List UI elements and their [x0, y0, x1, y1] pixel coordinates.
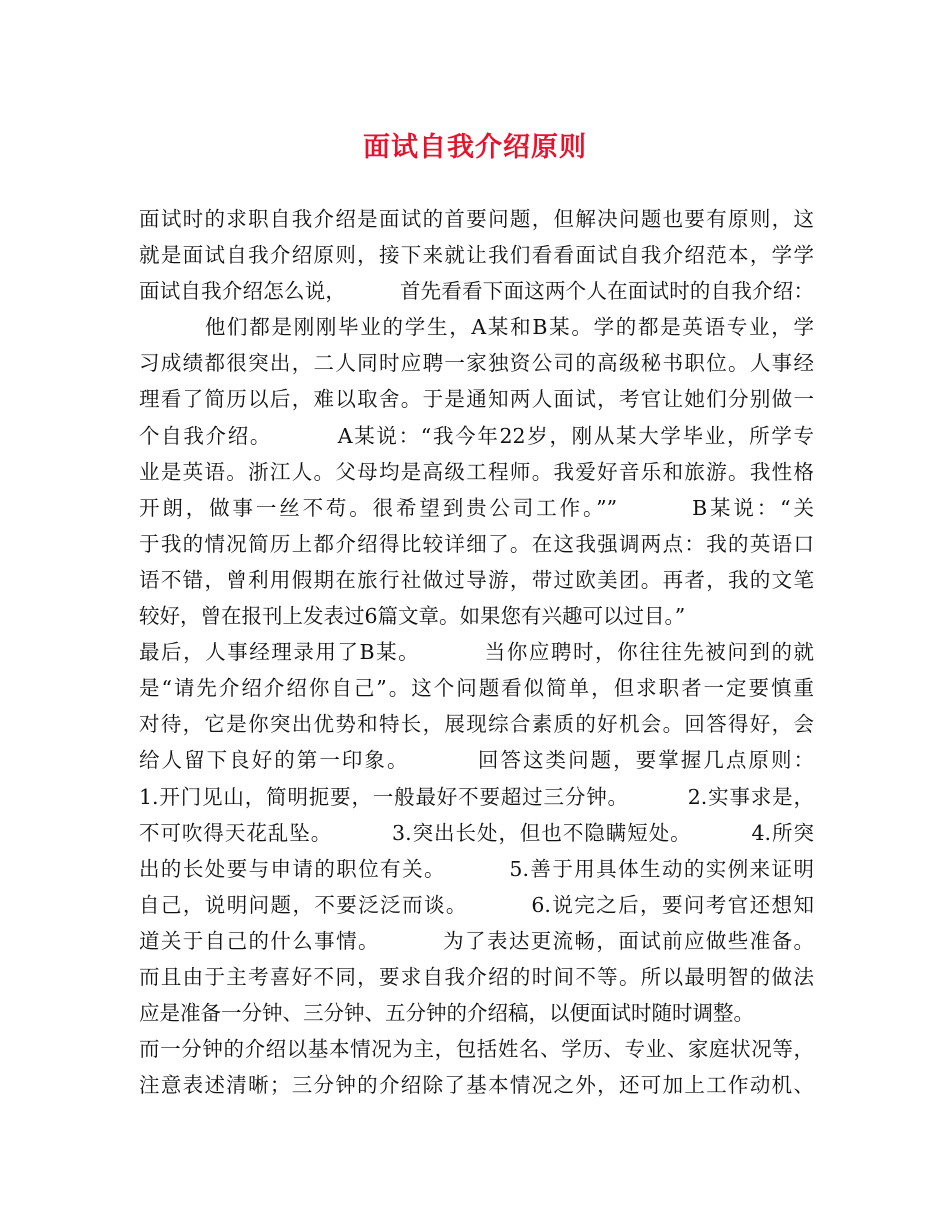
- text-line: 对待，它是你突出优势和特长，展现综合素质的好机会。回答得好，会: [139, 712, 814, 737]
- text-line: 较好，曾在报刊上发表过6篇文章。如果您有兴趣可以过目。”: [139, 604, 686, 629]
- text-line: 注意表述清晰；三分钟的介绍除了基本情况之外，还可加上工作动机、: [139, 1073, 814, 1098]
- text-line: 于我的情况简历上都介绍得比较详细了。在这我强调两点：我的英语口: [139, 531, 814, 556]
- text-line: 道关于自己的什么事情。 为了表达更流畅，面试前应做些准备。: [139, 928, 814, 953]
- text-line: 应是准备一分钟、三分钟、五分钟的介绍稿，以便面试时随时调整。: [139, 1001, 754, 1026]
- text-line: 个自我介绍。 A某说：“我今年22岁，刚从某大学毕业，所学专: [139, 423, 814, 448]
- text-line: 面试自我介绍怎么说， 首先看看下面这两个人在面试时的自我介绍：: [139, 279, 814, 304]
- text-line: 不可吹得天花乱坠。 3.突出长处，但也不隐瞒短处。 4.所突: [139, 820, 814, 845]
- text-line: 习成绩都很突出，二人同时应聘一家独资公司的高级秘书职位。人事经: [139, 351, 814, 376]
- text-line: 出的长处要与申请的职位有关。 5.善于用具体生动的实例来证明: [139, 856, 814, 881]
- text-line: 开朗，做事一丝不苟。很希望到贵公司工作。”” B某说：“关: [139, 495, 814, 520]
- text-line: 就是面试自我介绍原则，接下来就让我们看看面试自我介绍范本，学学: [139, 243, 814, 268]
- text-line: 他们都是刚刚毕业的学生，A某和B某。学的都是英语专业，学: [139, 315, 814, 340]
- text-line: 语不错，曾利用假期在旅行社做过导游，带过欧美团。再者，我的文笔: [139, 567, 814, 592]
- text-line: 最后，人事经理录用了B某。 当你应聘时，你往往先被问到的就: [139, 640, 814, 665]
- text-line: 给人留下良好的第一印象。 回答这类问题，要掌握几点原则：: [139, 748, 814, 773]
- document-title: 面试自我介绍原则: [363, 132, 587, 163]
- document-body: [139, 201, 814, 1103]
- text-line: 业是英语。浙江人。父母均是高级工程师。我爱好音乐和旅游。我性格: [139, 459, 814, 484]
- text-line: 而一分钟的介绍以基本情况为主，包括姓名、学历、专业、家庭状况等，: [139, 1037, 814, 1062]
- text-line: 而且由于主考喜好不同，要求自我介绍的时间不等。所以最明智的做法: [139, 964, 814, 989]
- text-line: 理看了简历以后，难以取舍。于是通知两人面试，考官让她们分别做一: [139, 387, 814, 412]
- text-line: 面试时的求职自我介绍是面试的首要问题，但解决问题也要有原则，这: [139, 207, 814, 231]
- text-line: 自己，说明问题，不要泛泛而谈。 6.说完之后，要问考官还想知: [139, 892, 814, 917]
- text-line: 1.开门见山，简明扼要，一般最好不要超过三分钟。 2.实事求是，: [139, 784, 814, 809]
- text-line: 是“请先介绍介绍你自己”。这个问题看似简单，但求职者一定要慎重: [139, 676, 814, 701]
